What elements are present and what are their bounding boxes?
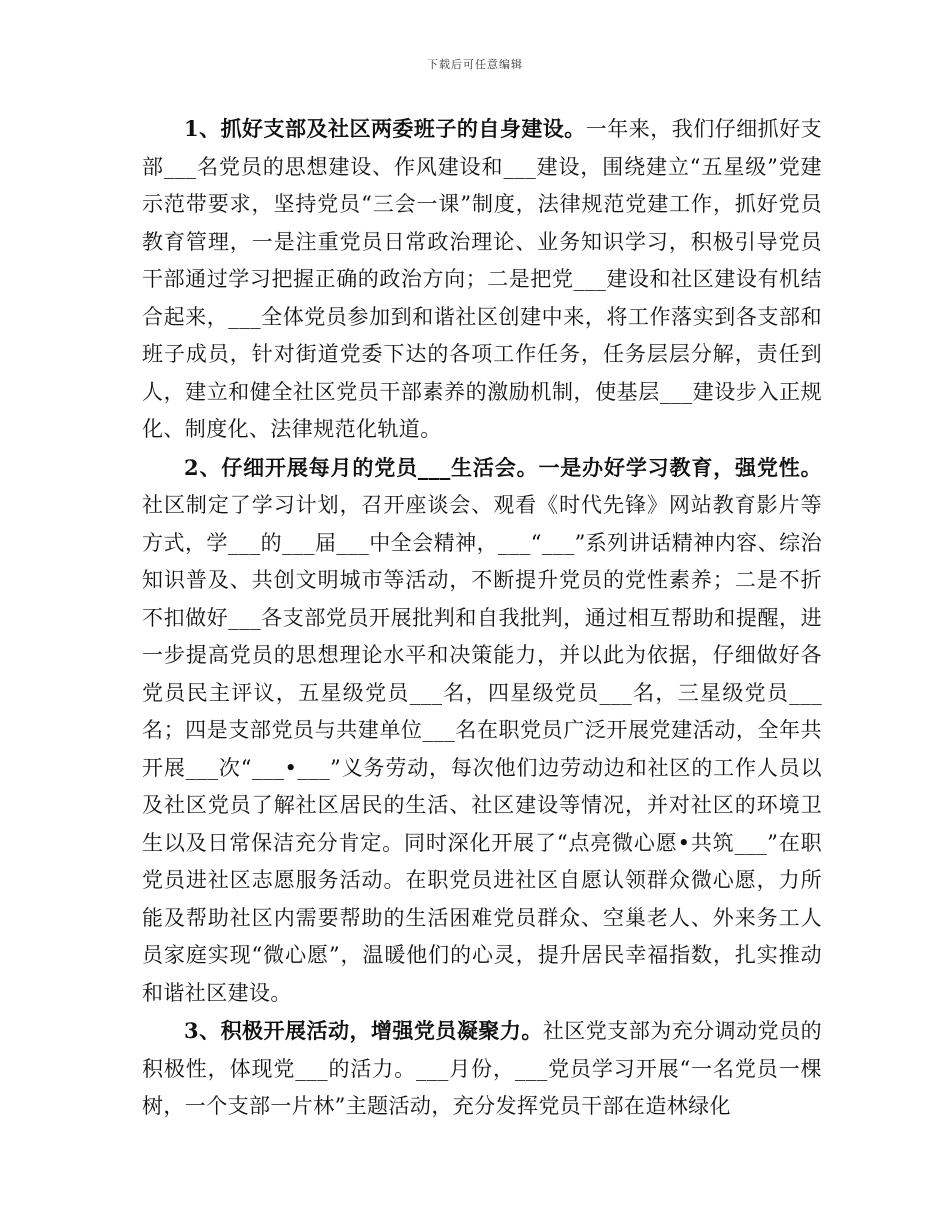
paragraph-1-heading: 1、抓好支部及社区两委班子的自身建设。 <box>184 116 586 141</box>
paragraph-3 <box>142 1012 822 1126</box>
paragraph-2-text: 社区制定了学习计划，召开座谈会、观看《时代先锋》网站教育影片等方式，学___的___届___中全会精神，___“___”系列讲话精神内容、综治知识普及、共创文明城市等活动，不断提升党员的党性素养；二是不折不扣做好___各支部党员开展批判和自我批判，通过相互帮助和提醒，进一步提高党员的思想理论水平和决策能力，并以此为依据，仔细做好各党员民主评议，五星级党员___名，四星级党员___名，三星级党员___名；四是支部党员与共建单位___名在职党员广泛开展党建活动，全年共开展___次“___•___”义务劳动，每次他们边劳动边和社区的工作人员以及社区党员了解社区居民的生活、社区建设等情况，并对社区的环境卫生以及日常保洁充分肯定。同时深化开展了“点亮微心愿•共筑___”在职党员进社区志愿服务活动。在职党员进社区自愿认领群众微心愿，力所能及帮助社区内需要帮助的生活困难党员群众、空巢老人、外来务工人员家庭实现“微心愿”，温暖他们的心灵，提升居民幸福指数，扎实推动和谐社区建设。 <box>142 493 822 1005</box>
paragraph-2-heading: 2、仔细开展每月的党员___生活会。一是办好学习教育，强党性。 <box>184 454 822 480</box>
paragraph-1 <box>142 110 822 449</box>
paragraph-3-heading: 3、积极开展活动，增强党员凝聚力。 <box>184 1018 543 1043</box>
paragraph-2 <box>142 449 822 1013</box>
page-header: 下载后可任意编辑 <box>427 58 523 71</box>
document-body <box>142 110 822 1126</box>
paragraph-1-text: 一年来，我们仔细抓好支部___名党员的思想建设、作风建设和___建设，围绕建立“五星级”党建示范带要求，坚持党员“三会一课”制度，法律规范党建工作，抓好党员教育管理，一是注重党员日常政治理论、业务知识学习，积极引导党员干部通过学习把握正确的政治方向；二是把党___建设和社区建设有机结合起来，___全体党员参加到和谐社区创建中来，将工作落实到各支部和班子成员，针对街道党委下达的各项工作任务，任务层层分解，责任到人，建立和健全社区党员干部素养的激励机制，使基层___建设步入正规化、制度化、法律规范化轨道。 <box>142 117 822 441</box>
paragraph-3-text: 社区党支部为充分调动党员的积极性，体现党___的活力。___月份，___党员学习开展“一名党员一棵树，一个支部一片林”主题活动，充分发挥党员干部在造林绿化 <box>142 1019 822 1118</box>
